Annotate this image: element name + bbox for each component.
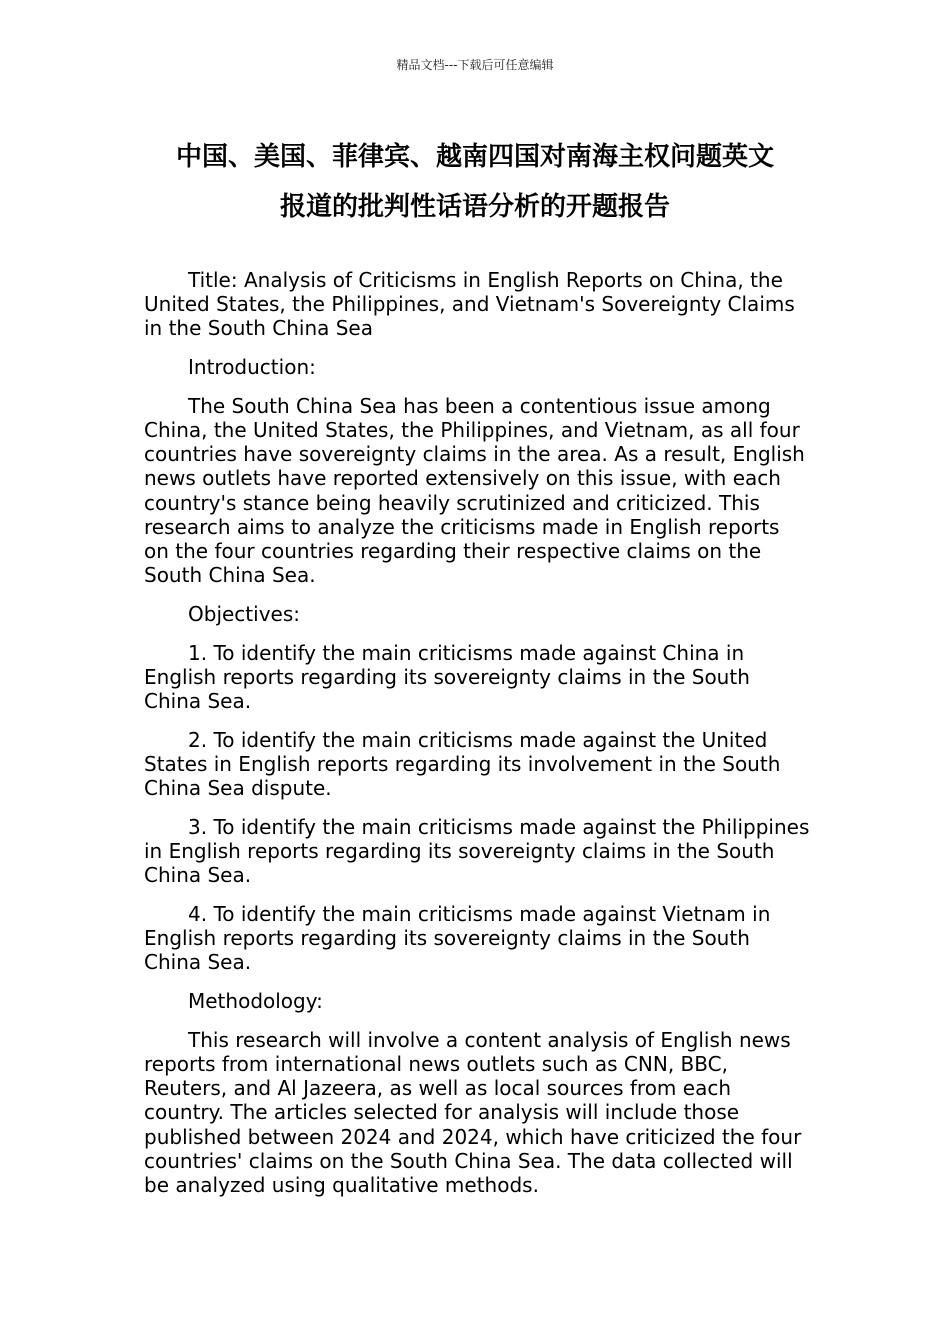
objective-item: 1. To identify the main criticisms made against China in English reports regarding its sovereignty claims in the South China Sea. — [144, 640, 750, 714]
document-body — [144, 268, 810, 1212]
title-paragraph: Title: Analysis of Criticisms in English Reports on China, the United States, the Philippines, and Vietnam's Sovereignty Claims in the South China Sea — [144, 268, 795, 341]
objective-item: 4. To identify the main criticisms made against Vietnam in English reports regarding its sovereignty claims in the South China Sea. — [144, 901, 771, 975]
introduction-paragraph: The South China Sea has been a contentious issue among China, the United States, the Philippines, and Vietnam, as all four countries have sovereignty claims in the area. As a result, English news outlets have reported extensively on this issue, with each country's stance being heavily scrutinized and criticized. This research aims to analyze the criticisms made in English reports on the four countries regarding their respective claims on the South China Sea. — [144, 393, 805, 588]
document-title — [140, 132, 810, 232]
document-title-line-1: 中国、美国、菲律宾、越南四国对南海主权问题英文 — [175, 142, 774, 172]
methodology-paragraph: This research will involve a content analysis of English news reports from international news outlets such as CNN, BBC, Reuters, and Al Jazeera, as well as local sources from each country. The articles selected for analysis will include those published between 2024 and 2024, which have criticized the four countries' claims on the South China Sea. The data collected will be analyzed using qualitative methods. — [144, 1027, 802, 1197]
document-title-line-2: 报道的批判性话语分析的开题报告 — [279, 192, 670, 222]
objective-item: 2. To identify the main criticisms made against the United States in English reports regarding its involvement in the South China Sea dispute. — [144, 727, 781, 801]
page-header: 精品文档---下载后可任意编辑 — [396, 58, 554, 72]
objective-item: 3. To identify the main criticisms made against the Philippines in English reports regarding its sovereignty claims in the South China Sea. — [144, 814, 810, 888]
introduction-heading: Introduction: — [188, 355, 316, 380]
objectives-heading: Objectives: — [188, 601, 300, 626]
methodology-heading: Methodology: — [188, 989, 323, 1014]
